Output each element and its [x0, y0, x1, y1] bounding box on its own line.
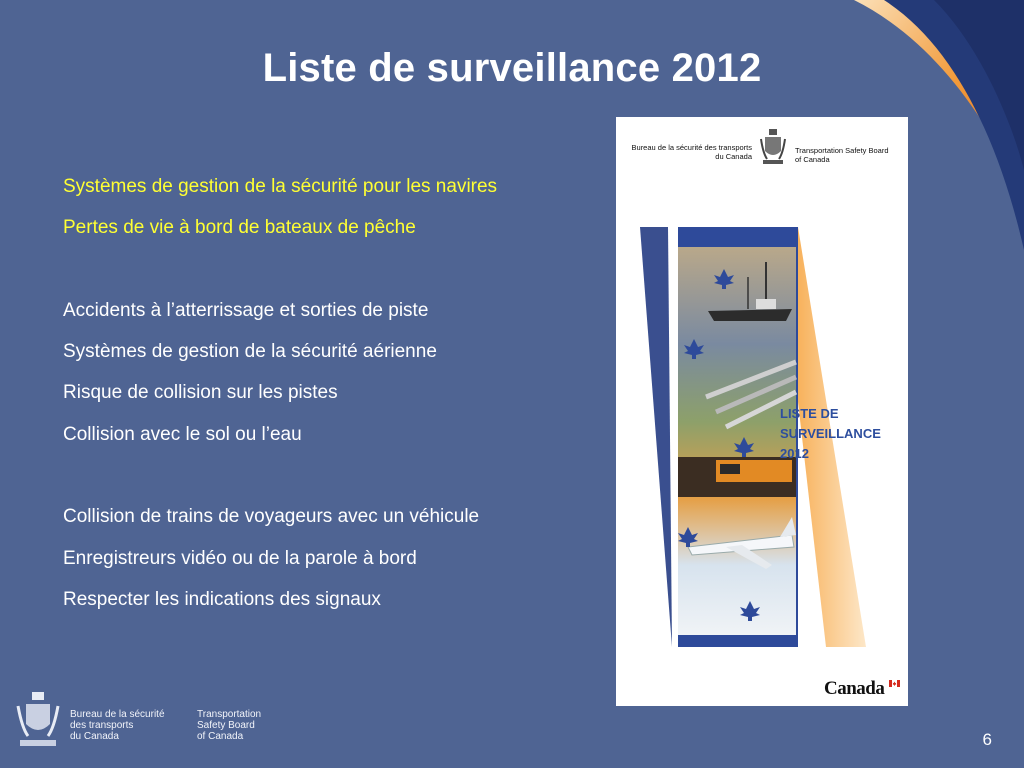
- report-cover-image: [616, 117, 908, 706]
- cover-org-fr-line: Bureau de la sécurité des transports: [631, 143, 752, 152]
- list-item: Pertes de vie à bord de bateaux de pêche: [63, 217, 416, 239]
- cover-title-label: [780, 404, 910, 464]
- coat-of-arms-icon: [14, 690, 62, 752]
- list-item: Respecter les indications des signaux: [63, 588, 381, 610]
- cover-org-fr-line: du Canada: [715, 152, 752, 161]
- footer-org-name-en: [197, 709, 261, 742]
- footer-org-en-line: of Canada: [197, 731, 244, 742]
- cover-org-name-fr: [624, 143, 752, 161]
- footer-org-fr-line: du Canada: [70, 731, 119, 742]
- footer-org-fr-line: Bureau de la sécurité: [70, 709, 165, 720]
- canada-wordmark: Canada: [824, 678, 885, 699]
- list-item: Risque de collision sur les pistes: [63, 382, 338, 404]
- list-item: Systèmes de gestion de la sécurité aérienne: [63, 341, 437, 363]
- canada-flag-icon: [889, 680, 900, 687]
- list-item: Collision avec le sol ou l’eau: [63, 423, 302, 445]
- list-item: Accidents à l’atterrissage et sorties de piste: [63, 299, 429, 321]
- spacer: [63, 455, 603, 496]
- cover-title-line: SURVEILLANCE: [780, 426, 881, 441]
- slide-title: Liste de surveillance 2012: [262, 46, 762, 90]
- watchlist-items: [63, 166, 603, 620]
- page-number: 6: [982, 730, 992, 749]
- cover-org-en-line: Transportation Safety Board: [795, 146, 889, 155]
- footer-org-name-fr: [70, 709, 165, 742]
- list-item: Collision de trains de voyageurs avec un véhicule: [63, 506, 480, 528]
- list-item: Enregistreurs vidéo ou de la parole à bord: [63, 547, 417, 569]
- cover-title-line: 2012: [780, 446, 809, 461]
- coat-of-arms-icon: [759, 127, 787, 167]
- footer-org-en-line: Transportation: [197, 709, 262, 720]
- cover-org-name-en: [795, 146, 905, 164]
- cover-title-line: LISTE DE: [780, 406, 839, 421]
- footer-org-en-line: Safety Board: [197, 720, 255, 731]
- spacer: [63, 249, 603, 290]
- cover-org-en-line: of Canada: [795, 155, 830, 164]
- footer-org-fr-line: des transports: [70, 720, 134, 731]
- list-item: Systèmes de gestion de la sécurité pour les navires: [63, 176, 498, 197]
